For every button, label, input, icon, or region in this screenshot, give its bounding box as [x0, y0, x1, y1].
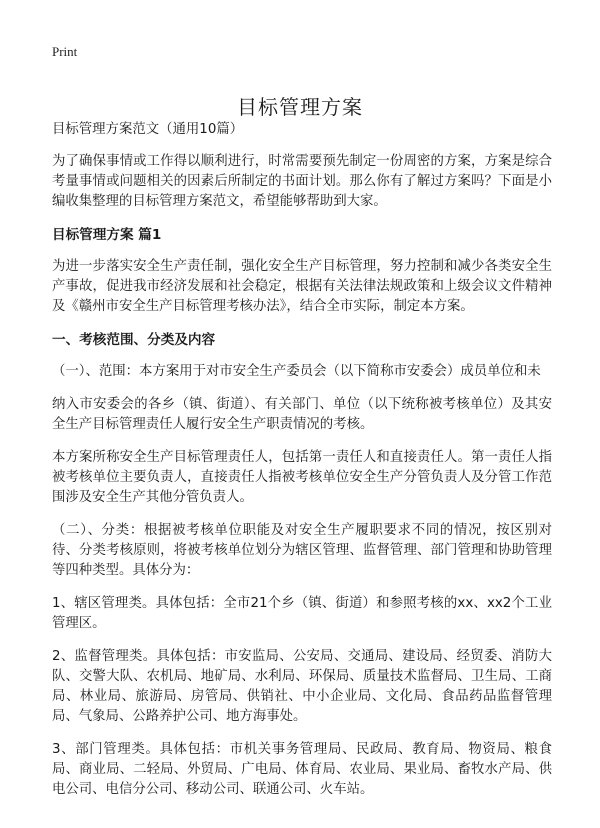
scope-paragraph-3: 本方案所称安全生产目标管理责任人，包括第一责任人和直接责任人。第一责任人指被考核单位主要负责人，直接责任人指被考核单位安全生产分管负责人及分管工作范围涉及安全生产其他分管负责人。: [52, 450, 552, 505]
section-heading: 目标管理方案 篇1: [52, 227, 162, 243]
print-link[interactable]: Print: [52, 44, 78, 59]
intro-paragraph: 为了确保事情或工作得以顺利进行，时常需要预先制定一份周密的方案，方案是综合考量事情或问题相关的因素后所制定的书面计划。那么你有了解过方案吗？下面是小编收集整理的目标管理方案范文，希望能够帮助到大家。: [52, 154, 552, 209]
scope-paragraph-1: （一）、范围：本方案用于对市安全生产委员会（以下简称市安委会）成员单位和未: [52, 364, 541, 379]
document-subtitle: 目标管理方案范文（通用10篇）: [52, 122, 244, 137]
type-3-paragraph: 3、部门管理类。具体包括：市机关事务管理局、民政局、教育局、物资局、粮食局、商业局、二轻局、外贸局、广电局、体育局、农业局、果业局、畜牧水产局、供电公司、电信分公司、移动公司、联通公司、火车站。: [52, 742, 552, 797]
purpose-paragraph: 为进一步落实安全生产责任制，强化安全生产目标管理，努力控制和减少各类安全生产事故，促进我市经济发展和社会稳定，根据有关法律法规政策和上级会议文件精神及《赣州市安全生产目标管理考核办法》，结合全市实际，制定本方案。: [52, 259, 552, 314]
document-body: [52, 120, 552, 813]
page-title: 目标管理方案: [237, 95, 363, 120]
type-2-paragraph: 2、监督管理类。具体包括：市安监局、公安局、交通局、建设局、经贸委、消防大队、交警大队、农机局、地矿局、水利局、环保局、质量技术监督局、卫生局、工商局、林业局、旅游局、房管局、供销社、中小企业局、文化局、食品药品监督管理局、气象局、公路养护公司、地方海事处。: [52, 649, 552, 724]
scope-paragraph-2: 纳入市安委会的各乡（镇、街道）、有关部门、单位（以下统称被考核单位）及其安全生产目标管理责任人履行安全生产职责情况的考核。: [52, 397, 552, 432]
type-1-paragraph: 1、辖区管理类。具体包括：全市21个乡（镇、街道）和参照考核的xx、xx2个工业管理区。: [52, 596, 552, 631]
sub-heading: 一、考核范围、分类及内容: [52, 332, 216, 348]
classification-paragraph: （二）、分类：根据被考核单位职能及对安全生产履职要求不同的情况，按区别对待、分类考核原则，将被考核单位划分为辖区管理、监督管理、部门管理和协助管理等四种类型。具体分为：: [52, 523, 552, 578]
